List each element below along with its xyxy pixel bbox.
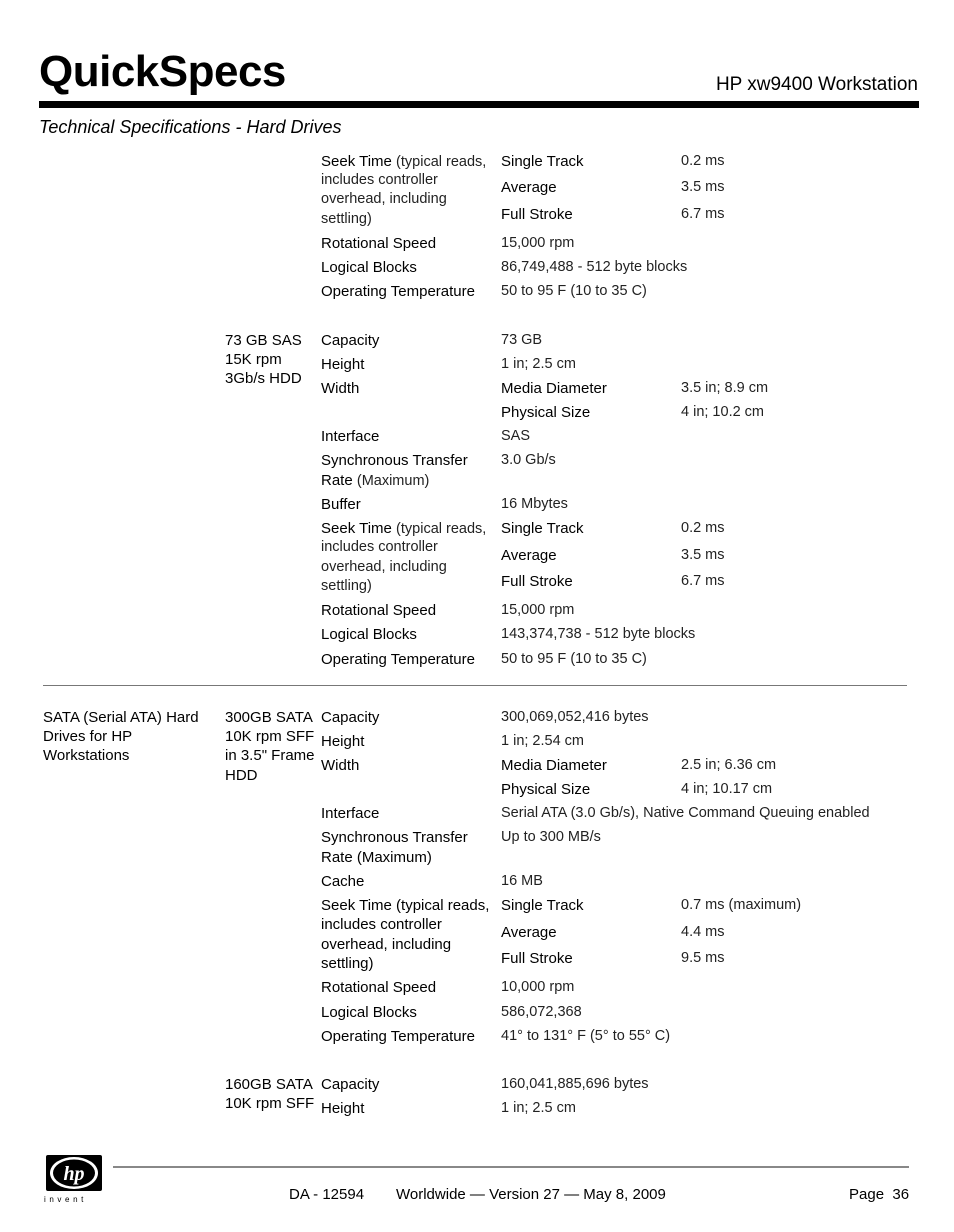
drive-name: 10K rpm SFF <box>225 1095 315 1112</box>
full-stroke-label: Full Stroke <box>501 206 573 223</box>
single-track-label: Single Track <box>501 520 584 537</box>
drive-name: 300GB SATA <box>225 709 313 726</box>
capacity-value: 73 GB <box>501 332 543 348</box>
sync-transfer-value: 3.0 Gb/s <box>501 452 556 468</box>
logical-blocks-label: Logical Blocks <box>321 259 417 276</box>
physical-size-value: 4 in; 10.17 cm <box>681 781 773 797</box>
operating-temperature-value: 50 to 95 F (10 to 35 C) <box>501 283 647 299</box>
average-value: 3.5 ms <box>681 547 725 563</box>
drive-name: 15K rpm <box>225 351 282 368</box>
physical-size-label: Physical Size <box>501 404 591 421</box>
drive-name: 160GB SATA <box>225 1076 313 1093</box>
height-label: Height <box>321 733 365 750</box>
single-track-label: Single Track <box>501 897 584 914</box>
rotational-speed-label: Rotational Speed <box>321 979 437 996</box>
full-stroke-value: 9.5 ms <box>681 950 725 966</box>
full-stroke-label: Full Stroke <box>501 950 573 967</box>
interface-value: Serial ATA (3.0 Gb/s), Native Command Queuing enabled <box>501 805 870 821</box>
operating-temperature-label: Operating Temperature <box>321 283 475 300</box>
interface-value: SAS <box>501 428 531 444</box>
physical-size-value: 4 in; 10.2 cm <box>681 404 765 420</box>
sync-transfer-label: Rate (Maximum) <box>321 472 430 489</box>
single-track-value: 0.2 ms <box>681 520 725 536</box>
svg-text:hp: hp <box>63 1163 85 1185</box>
seek-time-note: includes controller <box>321 172 438 188</box>
seek-time-note: settling) <box>321 211 372 227</box>
rotational-speed-value: 15,000 rpm <box>501 235 575 251</box>
single-track-label: Single Track <box>501 153 584 170</box>
logical-blocks-value: 586,072,368 <box>501 1004 582 1020</box>
hp-logo-icon <box>44 1153 104 1193</box>
buffer-label: Buffer <box>321 496 361 513</box>
footer-rule <box>113 1166 909 1168</box>
category-label: Workstations <box>43 747 130 764</box>
operating-temperature-label: Operating Temperature <box>321 1028 475 1045</box>
average-label: Average <box>501 179 557 196</box>
operating-temperature-value: 41° to 131° F (5° to 55° C) <box>501 1028 671 1044</box>
media-diameter-label: Media Diameter <box>501 757 607 774</box>
logical-blocks-value: 143,374,738 - 512 byte blocks <box>501 626 696 642</box>
interface-label: Interface <box>321 805 380 822</box>
seek-time-label: settling) <box>321 955 374 972</box>
seek-time-note: settling) <box>321 578 372 594</box>
operating-temperature-label: Operating Temperature <box>321 651 475 668</box>
sync-transfer-label: Synchronous Transfer <box>321 452 468 469</box>
operating-temperature-value: 50 to 95 F (10 to 35 C) <box>501 651 647 667</box>
category-label: SATA (Serial ATA) Hard <box>43 709 199 726</box>
seek-time-label: includes controller <box>321 916 442 933</box>
rotational-speed-value: 10,000 rpm <box>501 979 575 995</box>
drive-name: 10K rpm SFF <box>225 728 315 745</box>
capacity-label: Capacity <box>321 1076 380 1093</box>
capacity-value: 160,041,885,696 bytes <box>501 1076 649 1092</box>
section-divider <box>43 685 907 686</box>
drive-name: in 3.5" Frame <box>225 747 315 764</box>
rotational-speed-label: Rotational Speed <box>321 602 437 619</box>
seek-time-label: Seek Time (typical reads, <box>321 153 487 170</box>
logical-blocks-label: Logical Blocks <box>321 626 417 643</box>
single-track-value: 0.7 ms (maximum) <box>681 897 802 913</box>
sync-transfer-label: Rate (Maximum) <box>321 849 432 866</box>
full-stroke-label: Full Stroke <box>501 573 573 590</box>
full-stroke-value: 6.7 ms <box>681 206 725 222</box>
sync-transfer-value: Up to 300 MB/s <box>501 829 601 845</box>
media-diameter-value: 2.5 in; 6.36 cm <box>681 757 777 773</box>
height-label: Height <box>321 1100 365 1117</box>
doc-id: DA - 12594 <box>289 1186 365 1203</box>
width-label: Width <box>321 380 360 397</box>
cache-value: 16 MB <box>501 873 543 889</box>
media-diameter-value: 3.5 in; 8.9 cm <box>681 380 769 396</box>
page-title: QuickSpecs <box>39 47 286 96</box>
height-value: 1 in; 2.5 cm <box>501 1100 576 1116</box>
seek-time-label: overhead, including <box>321 936 452 953</box>
edition-info: Worldwide — Version 27 — May 8, 2009 <box>396 1186 666 1203</box>
average-value: 3.5 ms <box>681 179 725 195</box>
seek-time-note: includes controller <box>321 539 438 555</box>
rotational-speed-value: 15,000 rpm <box>501 602 575 618</box>
media-diameter-label: Media Diameter <box>501 380 607 397</box>
height-value: 1 in; 2.54 cm <box>501 733 585 749</box>
seek-time-note: overhead, including <box>321 559 447 575</box>
average-label: Average <box>501 547 557 564</box>
drive-name: 3Gb/s HDD <box>225 370 302 387</box>
sync-transfer-label: Synchronous Transfer <box>321 829 468 846</box>
height-label: Height <box>321 356 365 373</box>
rotational-speed-label: Rotational Speed <box>321 235 437 252</box>
header-rule <box>39 101 919 108</box>
seek-time-note: overhead, including <box>321 191 447 207</box>
logical-blocks-value: 86,749,488 - 512 byte blocks <box>501 259 688 275</box>
drive-name: 73 GB SAS <box>225 332 302 349</box>
product-model: HP xw9400 Workstation <box>715 74 918 95</box>
section-title: Technical Specifications - Hard Drives <box>39 117 342 137</box>
hp-tagline: invent <box>44 1195 87 1204</box>
single-track-value: 0.2 ms <box>681 153 725 169</box>
average-value: 4.4 ms <box>681 924 725 940</box>
cache-label: Cache <box>321 873 365 890</box>
physical-size-label: Physical Size <box>501 781 591 798</box>
width-label: Width <box>321 757 360 774</box>
page-number: Page 36 <box>849 1186 910 1203</box>
seek-time-label: Seek Time (typical reads, <box>321 897 490 914</box>
capacity-value: 300,069,052,416 bytes <box>501 709 649 725</box>
average-label: Average <box>501 924 557 941</box>
buffer-value: 16 Mbytes <box>501 496 568 512</box>
height-value: 1 in; 2.5 cm <box>501 356 576 372</box>
interface-label: Interface <box>321 428 380 445</box>
drive-name: HDD <box>225 767 258 784</box>
logical-blocks-label: Logical Blocks <box>321 1004 417 1021</box>
capacity-label: Capacity <box>321 709 380 726</box>
seek-time-label: Seek Time (typical reads, <box>321 520 487 537</box>
full-stroke-value: 6.7 ms <box>681 573 725 589</box>
category-label: Drives for HP <box>43 728 133 745</box>
capacity-label: Capacity <box>321 332 380 349</box>
